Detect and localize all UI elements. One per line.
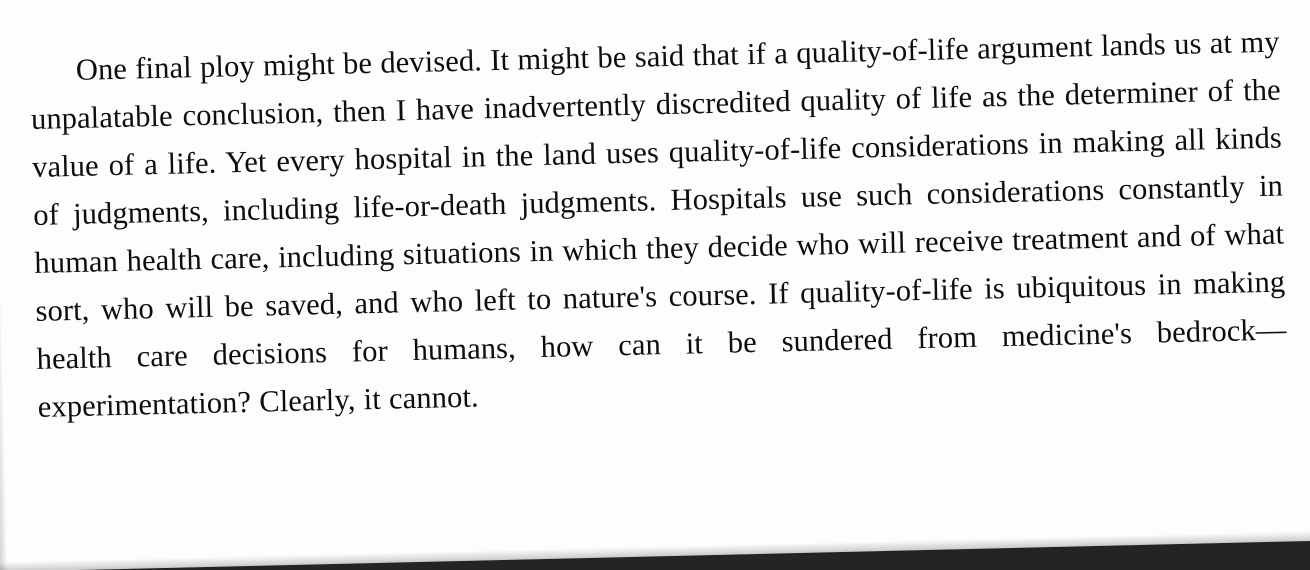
body-text-block	[29, 18, 1288, 431]
paragraph-indent	[30, 80, 76, 81]
paragraph-text: One final ploy might be devised. It might be said that if a quality-of-life argument lands us at my unpalatable conclusion, then I have inadvertently discredited quality of life as the determiner of the value of a life. Yet every hospital in the land uses quality-of-life considerations in making all kinds of judgments, including life-or-death judgments. Hospitals use such considerations constantly in human health care, including situations in which they decide who will receive treatment and of what sort, who will be saved, and who left to nature's course. If quality-of-life is ubiquitous in making health care decisions for humans, how can it be sundered from medicine's bedrock—experimentation? Clearly, it cannot.	[30, 24, 1287, 424]
body-paragraph	[29, 18, 1288, 431]
page-edge-left	[0, 0, 8, 570]
